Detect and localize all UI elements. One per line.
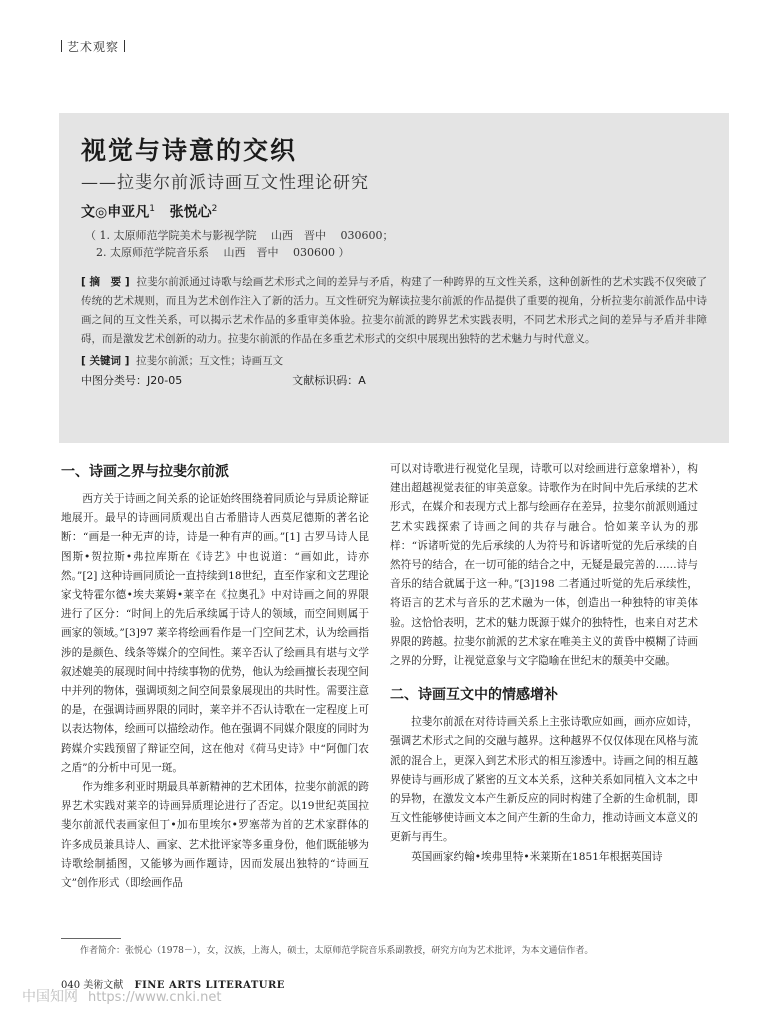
watermark-brand: 中国知网 [22,989,78,1005]
abstract-text: 拉斐尔前派通过诗歌与绘画艺术形式之间的差异与矛盾，构建了一种跨界的互文性关系，这种创新性的艺术实践不仅突破了传统的艺术规则，而且为艺术创作注入了新的活力。互文性研究为解读拉斐尔前派的作品提供了重要的视角，分析拉斐尔前派作品中诗画之间的互文性关系，可以揭示艺术作品的多重审美体验。拉斐尔前派的跨界艺术实践表明，不同艺术形式之间的差异与矛盾并非障碍，而是激发艺术创新的动力。拉斐尔前派的作品在多重艺术形式的交织中展现出独特的艺术魅力与时代意义。 [81,275,707,345]
page-number: 040 [61,980,81,991]
section-1-paragraph: 西方关于诗画之间关系的论证始终围绕着同质论与异质论辩证地展开。最早的诗画同质观出自古希腊诗人西莫尼德斯的著名论断：“画是一种无声的诗，诗是一种有声的画。”[1] 古罗马诗人昆图斯•贺拉斯•弗拉库斯在《诗艺》中也说道：“画如此，诗亦然。”[2] 这种诗画同质论一直持续到18世纪，直至作家和文艺理论家戈特霍尔德•埃夫莱姆•莱辛在《拉奥孔》中对诗画之间的界限进行了区分：“时间上的先后承续属于诗人的领域，而空间则属于画家的领域。”[3]97 莱辛将绘画看作是一门空间艺术，认为绘画指涉的是颜色、线条等媒介的空间性。莱辛否认了绘画具有堪与文学叙述媲美的展现时间中持续事物的优势，他认为绘画擅长表现空间中并列的物体，强调顷刻之间空间景象展现出的共时性。需要注意的是，在强调诗画界限的同时，莱辛并不否认诗歌在一定程度上可以表达物体，绘画可以描绘动作。他在强调不同媒介限度的同时为跨媒介实践预留了辩证空间，这在他对《荷马史诗》中“阿伽门农之盾”的分析中可见一斑。 [61,493,369,774]
author-2: 张悦心 [169,204,212,221]
right-column [390,460,698,867]
classification-row [81,372,707,390]
tag-divider-left [61,40,62,52]
section-2-heading: 二、诗画互文中的情感增补 [390,687,558,704]
keywords-text: 拉斐尔前派；互文性；诗画互文 [136,354,284,367]
affiliation-1: （ 1. 太原师范学院美术与影视学院 山西 晋中 030600； [85,228,394,242]
journal-name-cn: 美術文献 [83,980,124,991]
abstract-box [59,113,729,443]
document-code: 文献标识码：A [292,373,366,387]
article-subtitle: ——拉斐尔前派诗画互文性理论研究 [81,173,369,193]
section-tag-label: 艺术观察 [67,40,120,54]
keywords-label: [ 关键词 ] [81,354,130,367]
abstract [81,273,707,349]
class-number: 中图分类号：J20-05 [81,373,183,387]
footnote-rule [61,938,121,939]
watermark-url: https://www.cnki.net [88,990,222,1005]
author-1: 文◎申亚凡 [81,204,150,221]
author-footnote: 作者简介：张悦心（1978－），女，汉族，上海人，硕士，太原师范学院音乐系副教授，研究方向为艺术批评，为本文通信作者。 [80,946,594,956]
abstract-label: [ 摘 要 ] [81,275,130,288]
section-1-heading: 一、诗画之界与拉斐尔前派 [61,464,229,480]
journal-name-en: FINE ARTS LITERATURE [134,980,285,991]
section-2-paragraph: 英国画家约翰•埃弗里特•米莱斯在1851年根据英国诗 [411,850,663,863]
tag-divider-right [124,40,125,52]
affiliation-2: 2. 太原师范学院音乐系 山西 晋中 030600 ） [85,245,350,259]
cnki-watermark [22,986,221,1006]
left-column [61,460,369,893]
section-tag [56,38,130,55]
section-1-paragraph: 作为维多利亚时期最具革新精神的艺术团体，拉斐尔前派的跨界艺术实践对莱辛的诗画异质理论进行了否定。以19世纪英国拉斐尔前派代表画家但丁•加布里埃尔•罗塞蒂为首的艺术家群体的许多成员兼具诗人、画家、艺术批评家等多重身份，他们既能够为诗歌绘制插图，又能够为画作题诗，因而发展出独特的“诗画互文”创作形式（即绘画作品 [61,781,369,890]
author-line [81,199,707,223]
keywords [81,352,707,370]
author-1-sup: 1 [149,204,155,214]
author-2-sup: 2 [211,204,218,214]
article-title: 视觉与诗意的交织 [81,136,298,165]
section-2-paragraph: 拉斐尔前派在对待诗画关系上主张诗歌应如画，画亦应如诗，强调艺术形式之间的交融与越界。这种越界不仅仅体现在风格与流派的混合上，更深入到艺术形式的相互渗透中。诗画之间的相互越界使诗与画形成了紧密的互文本关系，这种关系如同植入文本之中的异物，在激发文本产生新反应的同时构建了全新的生命机制，即互文性能够使诗画文本之间产生新的生命力，推动诗画文本意义的更新与再生。 [390,716,698,844]
continued-paragraph: 可以对诗歌进行视觉化呈现，诗歌可以对绘画进行意象增补），构建出超越视觉表征的审美意象。诗歌作为在时间中先后承续的艺术形式，在媒介和表现方式上都与绘画存在差异，拉斐尔前派则通过艺术实践探索了诗画之间的共存与融合。恰如莱辛认为的那样：“诉诸听觉的先后承续的人为符号和诉诸听觉的先后承续的自然符号的结合，在一切可能的结合之中，无疑是最完善的……诗与音乐的结合就属于这一种。”[3]198 二者通过听觉的先后承续性，将语言的艺术与音乐的艺术融为一体，创造出一种独特的审美体验。这恰恰表明，艺术的魅力既源于媒介的独特性，也来自对艺术界限的跨越。拉斐尔前派的艺术家在唯美主义的黄昏中模糊了诗画之界的分野，让视觉意象与文字隐喻在世纪末的颓美中交融。 [390,463,698,668]
